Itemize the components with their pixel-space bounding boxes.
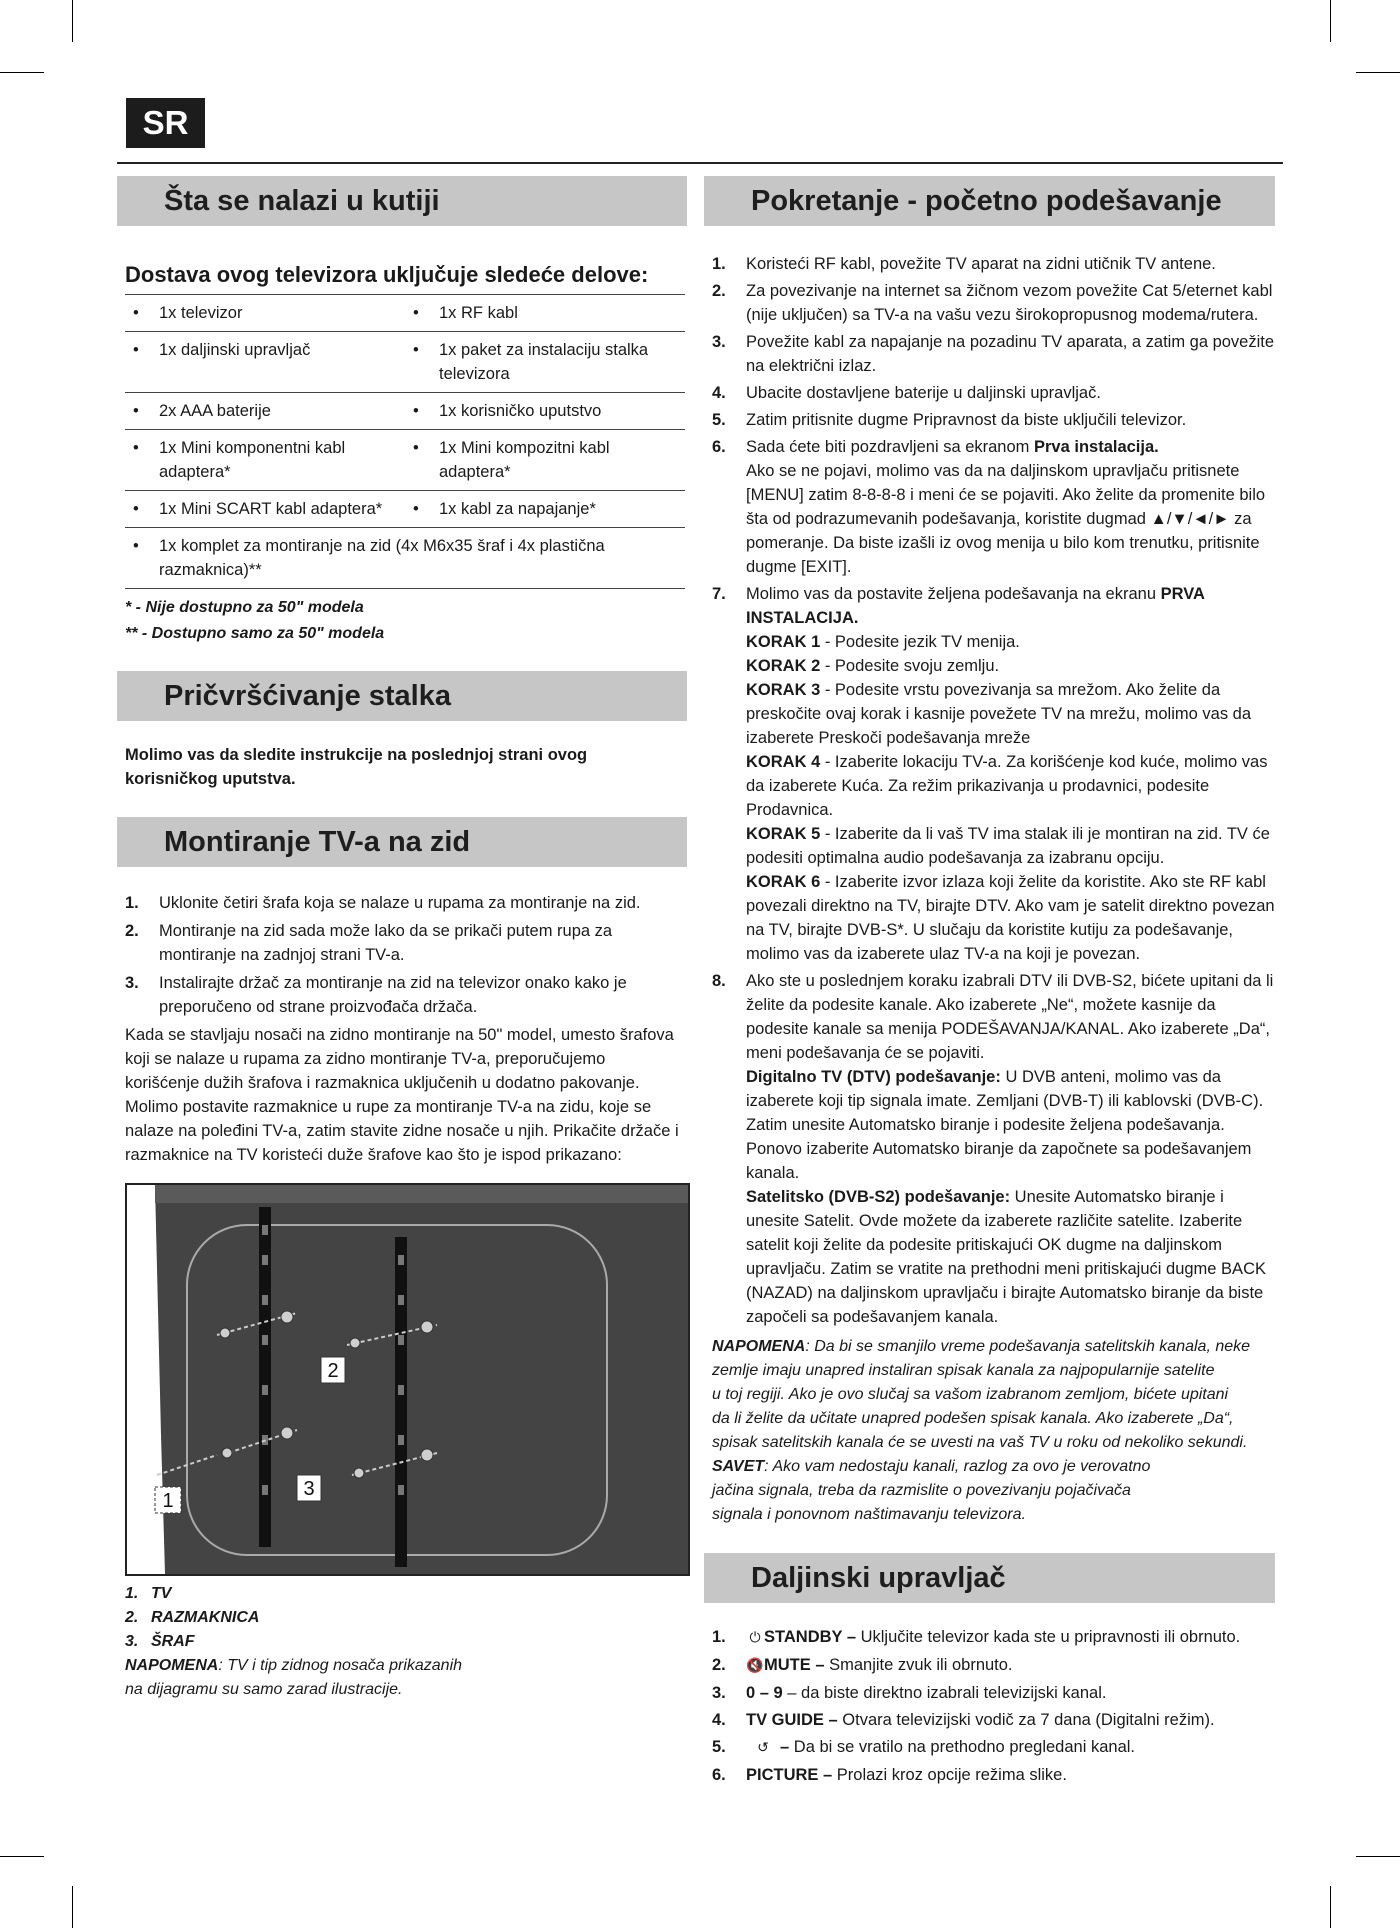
korak-label: KORAK 3 <box>746 681 821 699</box>
tip-line: signala i ponovnom naštimavanju televizora. <box>712 1506 1026 1523</box>
bullet: • <box>413 439 419 457</box>
list-item <box>712 582 1275 966</box>
figure-legend <box>125 1582 679 1702</box>
package-item: 1x Mini SCART kabl adaptera* <box>159 500 383 518</box>
legend-text: ŠRAF <box>151 1633 195 1650</box>
list-item <box>712 279 1275 327</box>
legend-note-text: na dijagramu su samo zarad ilustracije. <box>125 1681 403 1698</box>
callout-label-tv: 1 <box>162 1490 174 1512</box>
package-item: 1x paket za instalaciju stalka televizora <box>439 341 649 383</box>
step-text-bold: PRVA INSTALACIJA. <box>746 585 1205 627</box>
step-number: 3. <box>712 333 726 351</box>
note-line: spisak satelitskih kanala će se uvesti na vaš TV u roku od nekoliko sekundi. <box>712 1434 1248 1451</box>
crop-mark <box>72 1886 73 1928</box>
item-text <box>746 1708 1275 1732</box>
list-item <box>125 891 687 915</box>
legend-text: RAZMAKNICA <box>151 1609 260 1626</box>
callout-label-spacer: 2 <box>327 1360 339 1382</box>
step-text: Ubacite dostavljene baterije u daljinski upravljač. <box>746 384 1101 402</box>
step-text: Zatim pritisnite dugme Pripravnost da biste uključili televizor. <box>746 411 1187 429</box>
korak-text: - Izaberite da li vaš TV ima stalak ili je montiran na zid. TV će podesiti optimalna audio podešavanja za izabranu opciju. <box>746 825 1270 867</box>
table-row <box>125 393 685 430</box>
bullet: • <box>133 439 139 457</box>
legend-number: 1. <box>125 1585 139 1602</box>
note-line: zemlje imaju unapred instaliran spisak kanala za najpopularnije satelite <box>712 1362 1215 1379</box>
bullet: • <box>133 304 139 322</box>
crop-mark <box>1356 1856 1400 1857</box>
step-number: 8. <box>712 972 726 990</box>
item-desc: Otvara televizijski vodič za 7 dana (Digitalni režim). <box>837 1711 1215 1729</box>
legend-item <box>125 1582 679 1606</box>
korak-text: - Podesite svoju zemlju. <box>820 657 1000 675</box>
legend-text: TV <box>151 1585 172 1602</box>
item-number: 4. <box>712 1711 726 1729</box>
item-number: 3. <box>712 1684 726 1702</box>
step-text <box>746 582 1275 966</box>
list-item <box>712 1625 1275 1650</box>
sat-text: Unesite Automatsko biranje i unesite Satelit. Ovde možete da izaberete različite satelite. Izaberite satelit koji želite da podesite pritiskajući OK dugme na daljinskom upravljaču. Zatim se vratite na prethodni meni pritiskajući dugme BACK (NAZAD) na daljinskom upravljaču i birajte Automatsko biranje da biste započeli sa podešavanjem kanala. <box>746 1188 1266 1326</box>
callout-label-screw: 3 <box>303 1478 315 1500</box>
list-item <box>712 1653 1275 1678</box>
note-line: da li želite da učitate unapred podešen spisak kanala. Ako izaberete „Da“, <box>712 1410 1234 1427</box>
list-item <box>712 1681 1275 1705</box>
step-text <box>746 435 1275 579</box>
item-label: MUTE – <box>764 1656 825 1674</box>
setup-steps <box>704 252 1275 1329</box>
crop-mark <box>1330 0 1331 42</box>
item-label: 0 – 9 <box>746 1684 783 1702</box>
right-column <box>704 176 1275 1790</box>
mute-icon: 🔇 <box>746 1658 764 1674</box>
crop-mark <box>72 0 73 42</box>
wall-paragraph: Kada se stavljaju nosači na zidno montiranje na 50" model, umesto šrafova koji se nalaze u rupama za zidno montiranje TV-a, preporučujemo korišćenje dužih šrafova i razmaknica uključenih u dodatno pakovanje. Molimo postavite razmaknice u rupe za montiranje TV-a na zidu, koje se nalaze na poleđini TV-a, zatim stavite zidne nosače u njih. Prikačite držače i razmaknice na TV koristeći duže šrafove kao što je ispod prikazano: <box>125 1026 679 1164</box>
section-heading-stand: Pričvršćivanje stalka <box>117 671 687 721</box>
crop-mark <box>0 1856 44 1857</box>
list-item <box>712 1735 1275 1760</box>
header-rule <box>117 162 1283 164</box>
wall-steps <box>117 891 687 1019</box>
table-row <box>125 295 685 332</box>
item-number: 1. <box>712 1628 726 1646</box>
note-block <box>712 1335 1267 1527</box>
item-text <box>746 1653 1275 1678</box>
step-number: 1. <box>712 255 726 273</box>
box-subtitle: Dostava ovog televizora uključuje sledeće delove: <box>125 262 649 287</box>
bullet: • <box>133 500 139 518</box>
table-row <box>125 528 685 589</box>
power-icon: ⏻ <box>749 1630 761 1646</box>
item-number: 2. <box>712 1656 726 1674</box>
korak-label: KORAK 2 <box>746 657 821 675</box>
tip-line: jačina signala, treba da razmislite o povezivanju pojačivača <box>712 1482 1131 1499</box>
list-item <box>125 919 687 967</box>
tip-label: SAVET <box>712 1458 765 1475</box>
legend-note-text: : TV i tip zidnog nosača prikazanih <box>218 1657 463 1674</box>
list-item <box>712 1763 1275 1787</box>
step-text: Za povezivanje na internet sa žičnom vezom povežite Cat 5/eternet kabl (nije uključen) sa TV-a na vašu vezu širokopropusnog modema/rutera. <box>746 282 1273 324</box>
wall-mount-figure <box>125 1183 690 1576</box>
item-text <box>746 1625 1275 1650</box>
list-item <box>712 435 1275 579</box>
step-text-bold: Prva instalacija. <box>1034 438 1159 456</box>
section-heading-remote: Daljinski upravljač <box>704 1553 1275 1603</box>
step-number: 2. <box>712 282 726 300</box>
list-item <box>712 330 1275 378</box>
korak-text: - Podesite vrstu povezivanja sa mrežom. Ako želite da preskočite ovaj korak i kasnije povežete TV na mrežu, molimo vas da izaberete Preskoči podešavanja mreže <box>746 681 1252 747</box>
item-label: TV GUIDE – <box>746 1711 838 1729</box>
item-desc: Smanjite zvuk ili obrnuto. <box>824 1656 1013 1674</box>
table-row <box>125 491 685 528</box>
step-text-part: Sada ćete biti pozdravljeni sa ekranom <box>746 438 1034 456</box>
package-table <box>125 294 685 589</box>
package-item: 1x Mini kompozitni kabl adaptera* <box>439 439 610 481</box>
footnotes <box>125 595 679 647</box>
language-badge: SR <box>126 98 205 148</box>
package-item: 1x korisničko uputstvo <box>439 402 602 420</box>
item-desc: Uključite televizor kada ste u pripravnosti ili obrnuto. <box>856 1628 1241 1646</box>
legend-number: 3. <box>125 1633 139 1650</box>
crop-mark <box>0 72 44 73</box>
bullet: • <box>133 537 139 555</box>
step-number: 3. <box>125 974 139 992</box>
note-line: u toj regiji. Ako je ovo slučaj sa vašom izabranom zemljom, bićete upitani <box>712 1386 1229 1403</box>
crop-mark <box>1330 1886 1331 1928</box>
item-text <box>746 1681 1275 1705</box>
korak-label: KORAK 5 <box>746 825 821 843</box>
list-item <box>712 408 1275 432</box>
step-number: 6. <box>712 438 726 456</box>
section-heading-setup: Pokretanje - početno podešavanje <box>704 176 1275 226</box>
package-item: 1x Mini komponentni kabl adaptera* <box>159 439 346 481</box>
left-column <box>117 176 687 1708</box>
legend-item <box>125 1606 679 1630</box>
note-label: NAPOMENA <box>712 1338 806 1355</box>
step-number: 5. <box>712 411 726 429</box>
crop-mark <box>1356 72 1400 73</box>
step-number: 1. <box>125 894 139 912</box>
step-number: 7. <box>712 585 726 603</box>
korak-label: KORAK 1 <box>746 633 821 651</box>
item-desc: Prolazi kroz opcije režima slike. <box>832 1766 1067 1784</box>
item-desc: Da bi se vratilo na prethodno pregledani kanal. <box>789 1738 1135 1756</box>
stand-text: Molimo vas da sledite instrukcije na poslednjoj strani ovog korisničkog uputstva. <box>125 746 588 788</box>
korak-label: KORAK 4 <box>746 753 821 771</box>
bullet: • <box>413 402 419 420</box>
list-item <box>712 252 1275 276</box>
item-text <box>746 1763 1275 1787</box>
step-text-part: Ako ste u poslednjem koraku izabrali DTV ili DVB-S2, bićete upitani da li želite da podesite kanale. Ako izaberete „Ne“, možete kasnije da podesite kanale sa menija PODEŠAVANJA/KANAL. Ako izaberete „Da“, meni podešavanja će se pojaviti. <box>746 972 1274 1062</box>
step-text: Montiranje na zid sada može lako da se prikači putem rupa za montiranje na zadnjoj strani TV-a. <box>159 922 613 964</box>
step-text-part: Ako se ne pojavi, molimo vas da na daljinskom upravljaču pritisnete [MENU] zatim 8-8-8-8 i meni će se pojaviti. Ako želite da promenite bilo šta od podrazumevanih podešavanja, koristite dugmad ▲/▼/◄/► za pomeranje. Da biste izašli iz ovog menija u bilo kom trenutku, pritisnite dugme [EXIT]. <box>746 462 1266 576</box>
legend-item <box>125 1630 679 1654</box>
step-text <box>746 969 1275 1329</box>
item-desc: – da biste direktno izabrali televizijski kanal. <box>782 1684 1107 1702</box>
dtv-text: U DVB anteni, molimo vas da izaberete koji tip signala imate. Zemljani (DVB-T) ili kablovski (DVB-C). Zatim unesite Automatsko biranje i podesite željena podešavanja. Ponovo izaberite Automatsko biranje da započnete sa podešavanjem kanala. <box>746 1068 1264 1182</box>
package-item: 1x komplet za montiranje na zid (4x M6x35 šraf i 4x plastična razmaknica)** <box>159 537 605 579</box>
footnote: * - Nije dostupno za 50" modela <box>125 599 364 616</box>
step-text: Uklonite četiri šrafa koja se nalaze u rupama za montiranje na zid. <box>159 894 641 912</box>
dtv-label: Digitalno TV (DTV) podešavanje: <box>746 1068 1001 1086</box>
bullet: • <box>133 341 139 359</box>
section-heading-wall: Montiranje TV-a na zid <box>117 817 687 867</box>
step-number: 4. <box>712 384 726 402</box>
note-line: : Da bi se smanjilo vreme podešavanja satelitskih kanala, neke <box>805 1338 1251 1355</box>
korak-text: - Podesite jezik TV menija. <box>820 633 1020 651</box>
item-label: – <box>780 1738 790 1756</box>
package-item: 1x televizor <box>159 304 243 322</box>
package-item: 1x kabl za napajanje* <box>439 500 596 518</box>
step-number: 2. <box>125 922 139 940</box>
footnote: ** - Dostupno samo za 50" modela <box>125 625 385 642</box>
step-text-part: Molimo vas da postavite željena podešavanja na ekranu <box>746 585 1161 603</box>
return-icon: ↺ <box>757 1740 769 1756</box>
korak-label: KORAK 6 <box>746 873 821 891</box>
korak-text: - Izaberite izvor izlaza koji želite da koristite. Ako ste RF kabl povezali direktno na TV, birajte DTV. Ako vam je satelit direktno povezan na TV, birajte DVB-S*. U slučaju da koristite kutiju za podešavanje, molimo vas da izaberete ulaz TV-a na koji je povezan. <box>746 873 1275 963</box>
package-item: 1x daljinski upravljač <box>159 341 311 359</box>
bracket-right <box>395 1237 407 1567</box>
legend-note-label: NAPOMENA <box>125 1657 219 1674</box>
package-item: 1x RF kabl <box>439 304 518 322</box>
legend-number: 2. <box>125 1609 139 1626</box>
list-item <box>712 1708 1275 1732</box>
bullet: • <box>133 402 139 420</box>
step-text: Povežite kabl za napajanje na pozadinu TV aparata, a zatim ga povežite na električni izlaz. <box>746 333 1275 375</box>
section-heading-box: Šta se nalazi u kutiji <box>117 176 687 226</box>
item-text <box>746 1735 1275 1760</box>
list-item <box>125 971 687 1019</box>
bullet: • <box>413 304 419 322</box>
item-number: 5. <box>712 1738 726 1756</box>
step-text: Koristeći RF kabl, povežite TV aparat na zidni utičnik TV antene. <box>746 255 1216 273</box>
wall-mount-diagram <box>127 1185 688 1574</box>
item-label: STANDBY – <box>764 1628 856 1646</box>
sat-label: Satelitsko (DVB-S2) podešavanje: <box>746 1188 1011 1206</box>
step-text: Instalirajte držač za montiranje na zid na televizor onako kako je preporučeno od strane proizvođača držača. <box>159 974 627 1016</box>
bullet: • <box>413 341 419 359</box>
package-item: 2x AAA baterije <box>159 402 271 420</box>
bullet: • <box>413 500 419 518</box>
table-row <box>125 430 685 491</box>
tv-back-panel <box>155 1185 688 1574</box>
korak-text: - Izaberite lokaciju TV-a. Za korišćenje kod kuće, molimo vas da izaberete Kuća. Za režim prikazivanja u prodavnici, podesite Prodavnica. <box>746 753 1268 819</box>
list-item <box>712 969 1275 1329</box>
item-label: PICTURE – <box>746 1766 833 1784</box>
remote-list <box>704 1625 1275 1787</box>
item-number: 6. <box>712 1766 726 1784</box>
list-item <box>712 381 1275 405</box>
table-row <box>125 332 685 393</box>
tip-line: : Ako vam nedostaju kanali, razlog za ovo je verovatno <box>764 1458 1151 1475</box>
